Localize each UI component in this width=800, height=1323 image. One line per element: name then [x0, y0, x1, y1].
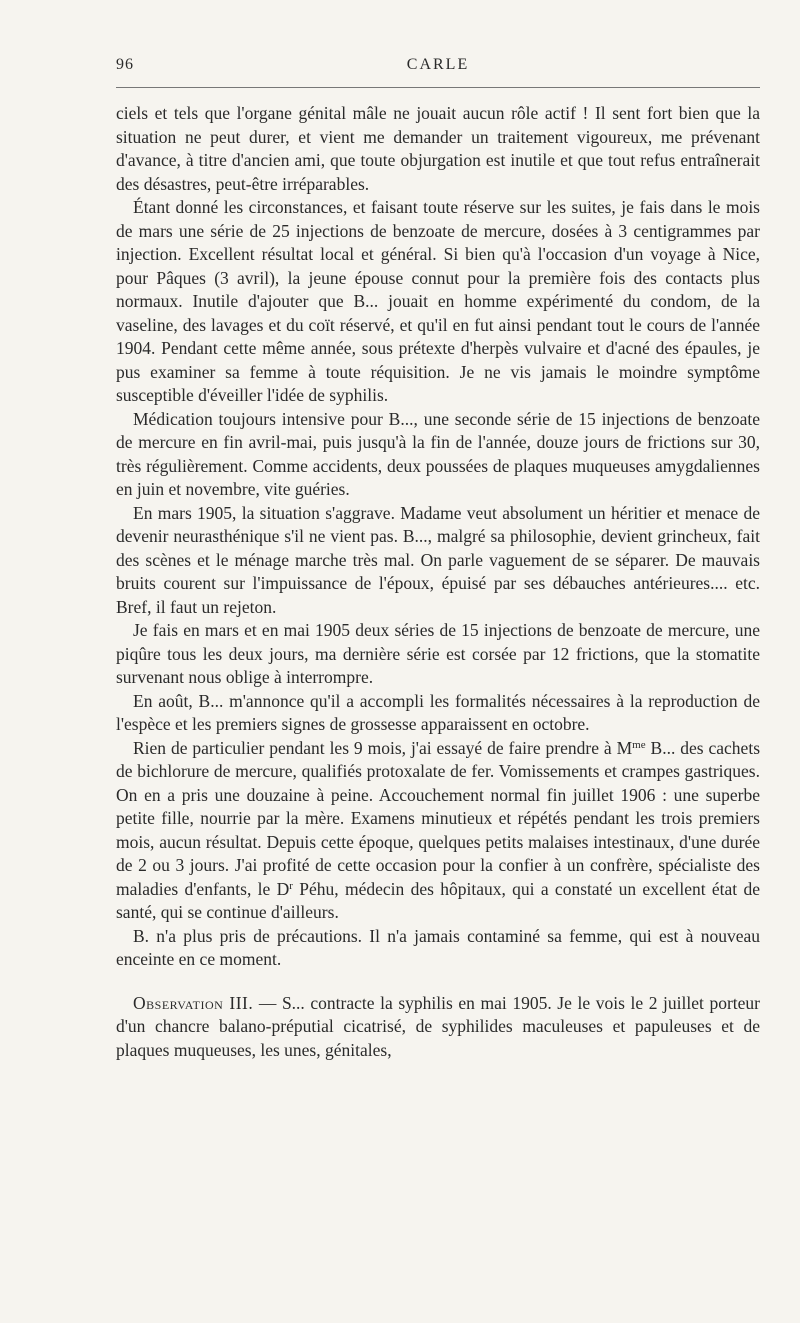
page-number: 96 — [116, 56, 134, 73]
paragraph: Étant donné les circonstances, et faisant toute réserve sur les suites, je fais dans le mois de mars une série de 25 injections de benzoate de mercure, dosées à 3 centigrammes par injection. Excellent résultat local et général. Si bien qu'à l'occasion d'un voyage à Nice, pour Pâques (3 avril), la jeune épouse connut pour la première fois des contacts plus normaux. Inutile d'ajouter que B... jouait en homme expérimenté du condom, de la vaseline, des lavages et du coït réservé, et qu'il en fut ainsi pendant tout le cours de l'année 1904. Pendant cette même année, sous prétexte d'herpès vulvaire et d'acné des épaules, je pus examiner sa femme à toute réquisition. Je ne vis jamais le moindre symptôme susceptible d'éveiller l'idée de syphilis. — [116, 197, 760, 405]
body-text — [116, 102, 760, 1062]
page-header — [116, 56, 760, 82]
observation-label: Observation III. — [133, 992, 254, 1013]
paragraph-text: Rien de particulier pendant les 9 mois, j'ai essayé de faire prendre à M — [133, 737, 633, 758]
paragraph: En mars 1905, la situation s'aggrave. Madame veut absolument un héritier et menace de devenir neurasthénique s'il ne vient pas. B..., malgré sa philosophie, devient grincheux, fait des scènes et le ménage marche très mal. On parle vaguement de se séparer. De mauvais bruits courent sur l'impuissance de l'époux, épuisé par ses débauches antérieures.... etc. Bref, il faut un rejeton. — [116, 502, 760, 617]
paragraph: Je fais en mars et en mai 1905 deux séries de 15 injections de benzoate de mercure, une piqûre tous les deux jours, ma dernière série est corsée par 12 frictions, que la stomatite survenant nous oblige à interrompre. — [116, 620, 760, 687]
paragraph-text: Péhu, médecin des hôpitaux, qui a constaté un excellent état de santé, qui se continue d'ailleurs. — [116, 878, 761, 922]
paragraph: B. n'a plus pris de précautions. Il n'a jamais contaminé sa femme, qui est à nouveau enceinte en ce moment. — [116, 925, 760, 969]
paragraph: Médication toujours intensive pour B..., une seconde série de 15 injections de benzoate de mercure en fin avril-mai, puis jusqu'à la fin de l'année, douze jours de frictions sur 30, très régulièrement. Comme accidents, deux poussées de plaques muqueuses amygdaliennes en juin et novembre, vite guéries. — [116, 408, 760, 499]
header-rule — [116, 87, 760, 88]
running-title: CARLE — [406, 56, 470, 73]
paragraph: En août, B... m'annonce qu'il a accompli les formalités nécessaires à la reproduction de l'espèce et les premiers signes de grossesse apparaissent en octobre. — [116, 690, 760, 734]
observation-paragraph — [116, 992, 760, 1063]
observation-text: — S... contracte la syphilis en mai 1905. Je le vois le 2 juillet porteur d'un chancre balano-préputial cicatrisé, de syphilides maculeuses et papuleuses et de plaques muqueuses, les unes, génitales, — [116, 992, 760, 1060]
superscript: r — [289, 879, 293, 892]
paragraph — [116, 737, 760, 925]
paragraph: ciels et tels que l'organe génital mâle ne jouait aucun rôle actif ! Il sent fort bien que la situation ne peut durer, et vient me demander un traitement vigoureux, me prévenant d'avance, à titre d'ancien ami, que toute objurgation est inutile et que tout refus entraînerait des désastres, peut-être irréparables. — [116, 103, 760, 194]
superscript: me — [632, 738, 646, 751]
paragraph-text: B... des cachets de bichlorure de mercure, qualifiés protoxalate de fer. Vomissements et crampes gastriques. On en a pris une douzaine à peine. Accouchement normal fin juillet 1906 : une superbe petite fille, nourrie par la mère. Examens minutieux et répétés pendant les trois premiers mois, aucun résultat. Depuis cette époque, quelques petits malaises intestinaux, d'une durée de 2 ou 3 jours. J'ai profité de cette occasion pour la confier à un confrère, spécialiste des maladies d'enfants, le D — [116, 737, 761, 899]
